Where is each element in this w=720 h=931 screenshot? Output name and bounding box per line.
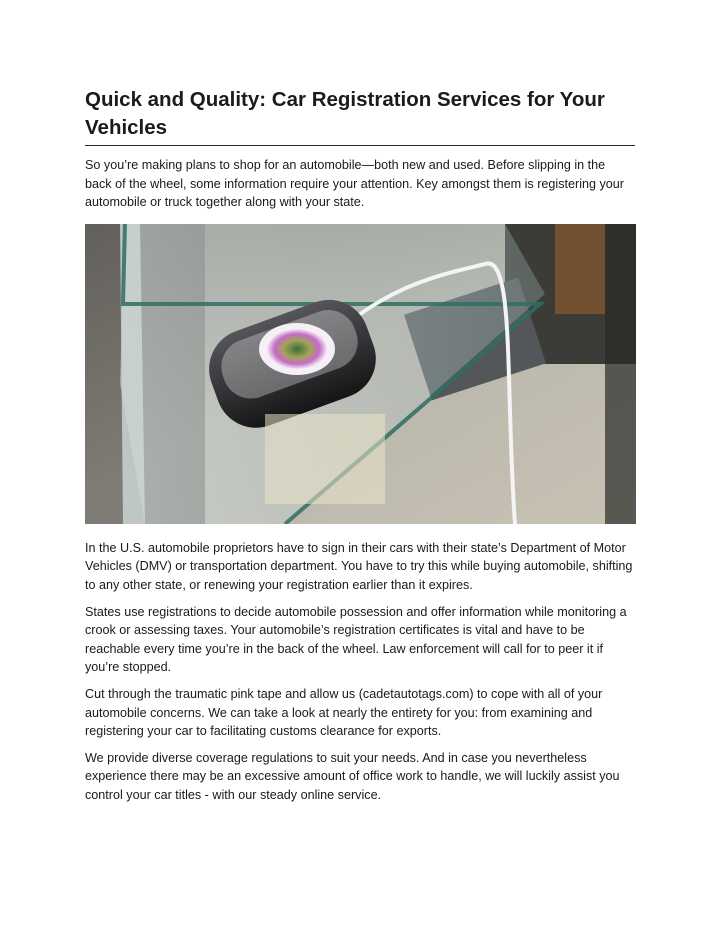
paragraph-service: Cut through the traumatic pink tape and allow us (cadetautotags.com) to cope with all of your automobile concerns. We can take a look at nearly the entirety for you: from examining and registering your car to facilitating customs clearance for exports. <box>85 686 603 739</box>
fingerprint-scanner-photo <box>85 224 636 524</box>
paragraph-uses: States use registrations to decide automobile possession and offer information while monitoring a crook or assessing taxes. Your automobile’s registration certificates is vital and have to be reachable every time you’re in the back of the wheel. Law enforcement will call for to peer it if you’re stopped. <box>85 604 627 675</box>
paragraph-registration: In the U.S. automobile proprietors have to sign in their cars with their state’s Department of Motor Vehicles (DMV) or transportation department. You have to try this while buying automobile, shifting to any other state, or renewing your registration earlier than it expires. <box>85 540 633 592</box>
intro-paragraph: So you’re making plans to shop for an automobile—both new and used. Before slipping in the back of the wheel, some information require your attention. Key amongst them is registering your automobile or truck together along with your state. <box>85 158 625 210</box>
article-title: Quick and Quality: Car Registration Services for Your Vehicles <box>85 86 635 146</box>
paragraph-coverage: We provide diverse coverage regulations to suit your needs. And in case you nevertheless experience there may be an excessive amount of office work to handle, we will luckily assist you control your car titles - with our steady online service. <box>85 750 620 802</box>
document-page <box>85 86 635 805</box>
